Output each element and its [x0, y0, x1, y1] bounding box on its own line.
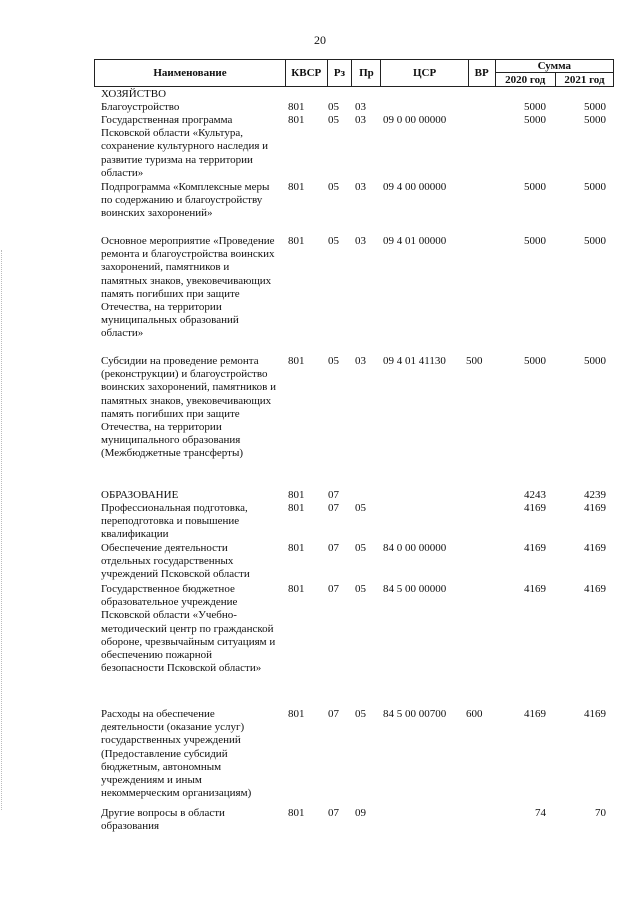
row-kvsr: 801 [288, 114, 305, 126]
row-name: ОБРАЗОВАНИЕ [101, 489, 179, 501]
header-name: Наименование [95, 60, 286, 87]
row-csr: 09 4 00 00000 [383, 181, 447, 193]
table-row [0, 583, 640, 708]
row-pr: 09 [355, 807, 366, 819]
row-rz: 07 [328, 542, 339, 554]
row-rz: 05 [328, 355, 339, 367]
table-row [0, 807, 640, 835]
row-sum-2020: 5000 [524, 355, 546, 367]
row-sum-2021: 5000 [584, 114, 606, 126]
row-name: Подпрограмма «Комплексные меры по содержанию и благоустройству воинских захоронений» [101, 181, 270, 220]
header-kvsr: КВСР [285, 60, 327, 87]
table-row [0, 114, 640, 181]
header-vr: ВР [468, 60, 495, 87]
table-row [0, 708, 640, 807]
row-pr: 03 [355, 355, 366, 367]
header-csr: ЦСР [381, 60, 468, 87]
row-sum-2021: 5000 [584, 181, 606, 193]
table-header [94, 59, 614, 87]
row-name: Государственная программа Псковской области «Культура, сохранение культурного наследия и развитие туризма на территории области» [101, 114, 269, 179]
row-pr: 05 [355, 583, 366, 595]
row-pr: 05 [355, 542, 366, 554]
row-vr: 500 [466, 355, 483, 367]
row-rz: 07 [328, 583, 339, 595]
table-row [0, 489, 640, 502]
row-kvsr: 801 [288, 807, 305, 819]
header-year-2020: 2020 год [495, 73, 555, 87]
page-number: 20 [314, 33, 326, 47]
row-csr: 84 5 00 00000 [383, 583, 447, 595]
table-row [0, 542, 640, 583]
row-kvsr: 801 [288, 101, 305, 113]
table-row [0, 502, 640, 542]
row-pr: 03 [355, 181, 366, 193]
row-sum-2021: 5000 [584, 235, 606, 247]
row-csr: 84 5 00 00700 [383, 708, 447, 720]
row-sum-2020: 5000 [524, 101, 546, 113]
row-pr: 03 [355, 235, 366, 247]
row-pr: 05 [355, 708, 366, 720]
row-sum-2020: 4169 [524, 708, 546, 720]
row-kvsr: 801 [288, 181, 305, 193]
row-sum-2020: 4169 [524, 502, 546, 514]
header-sum: Сумма [495, 60, 613, 73]
row-kvsr: 801 [288, 489, 305, 501]
header-rz: Рз [327, 60, 352, 87]
row-csr: 84 0 00 00000 [383, 542, 447, 554]
row-name: Основное мероприятие «Проведение ремонта и благоустройства воинских захоронений, памятников и памятных знаков, увековечивающих память погибших при защите Отечества, на территории муниципальных образований области» [101, 235, 275, 340]
row-rz: 07 [328, 807, 339, 819]
row-name: Благоустройство [101, 101, 180, 113]
row-kvsr: 801 [288, 235, 305, 247]
row-name: Профессиональная подготовка, переподготовка и повышение квалификации [101, 502, 248, 541]
row-csr: 09 0 00 00000 [383, 114, 447, 126]
row-kvsr: 801 [288, 583, 305, 595]
scan-edge-line [1, 250, 4, 810]
row-sum-2021: 4239 [584, 489, 606, 501]
table-row [0, 235, 640, 355]
row-name: ХОЗЯЙСТВО [101, 88, 167, 100]
row-kvsr: 801 [288, 542, 305, 554]
row-sum-2021: 4169 [584, 708, 606, 720]
row-rz: 07 [328, 489, 339, 501]
row-sum-2020: 5000 [524, 114, 546, 126]
row-kvsr: 801 [288, 355, 305, 367]
row-pr: 03 [355, 114, 366, 126]
table-row [0, 355, 640, 489]
row-rz: 05 [328, 235, 339, 247]
row-sum-2021: 5000 [584, 101, 606, 113]
row-name: Расходы на обеспечение деятельности (оказание услуг) государственных учреждений (Предоставление субсидий бюджетным, автономным учреждениям и иным некоммерческим организациям) [101, 708, 252, 800]
row-kvsr: 801 [288, 708, 305, 720]
row-sum-2020: 4169 [524, 542, 546, 554]
row-rz: 07 [328, 502, 339, 514]
header-year-2021: 2021 год [555, 73, 613, 87]
row-sum-2021: 5000 [584, 355, 606, 367]
row-rz: 05 [328, 101, 339, 113]
table-row [0, 181, 640, 235]
row-rz: 05 [328, 181, 339, 193]
row-pr: 03 [355, 101, 366, 113]
row-csr: 09 4 01 41130 [383, 355, 446, 367]
row-name: Другие вопросы в области образования [101, 807, 225, 833]
row-sum-2020: 5000 [524, 235, 546, 247]
row-sum-2021: 4169 [584, 583, 606, 595]
row-sum-2020: 4243 [524, 489, 546, 501]
table-row [0, 101, 640, 114]
row-sum-2021: 70 [595, 807, 606, 819]
row-name: Государственное бюджетное образовательное учреждение Псковской области «Учебно-методический центр по гражданской обороне, чрезвычайным ситуациям и обеспечению пожарной безопасности Псковской области» [101, 583, 276, 675]
row-sum-2020: 4169 [524, 583, 546, 595]
row-pr: 05 [355, 502, 366, 514]
row-sum-2021: 4169 [584, 502, 606, 514]
row-rz: 05 [328, 114, 339, 126]
row-kvsr: 801 [288, 502, 305, 514]
table-body [0, 88, 640, 835]
row-rz: 07 [328, 708, 339, 720]
row-sum-2020: 74 [535, 807, 546, 819]
row-sum-2020: 5000 [524, 181, 546, 193]
row-sum-2021: 4169 [584, 542, 606, 554]
row-name: Субсидии на проведение ремонта (реконструкции) и благоустройство воинских захоронений, памятников и памятных знаков, увековечивающих память погибших при защите Отечества, на территории муниципального образования (Межбюджетные трансферты) [101, 355, 276, 460]
row-vr: 600 [466, 708, 483, 720]
row-name: Обеспечение деятельности отдельных государственных учреждений Псковской области [101, 542, 250, 581]
table-row [0, 88, 640, 101]
row-csr: 09 4 01 00000 [383, 235, 447, 247]
header-pr: Пр [352, 60, 381, 87]
